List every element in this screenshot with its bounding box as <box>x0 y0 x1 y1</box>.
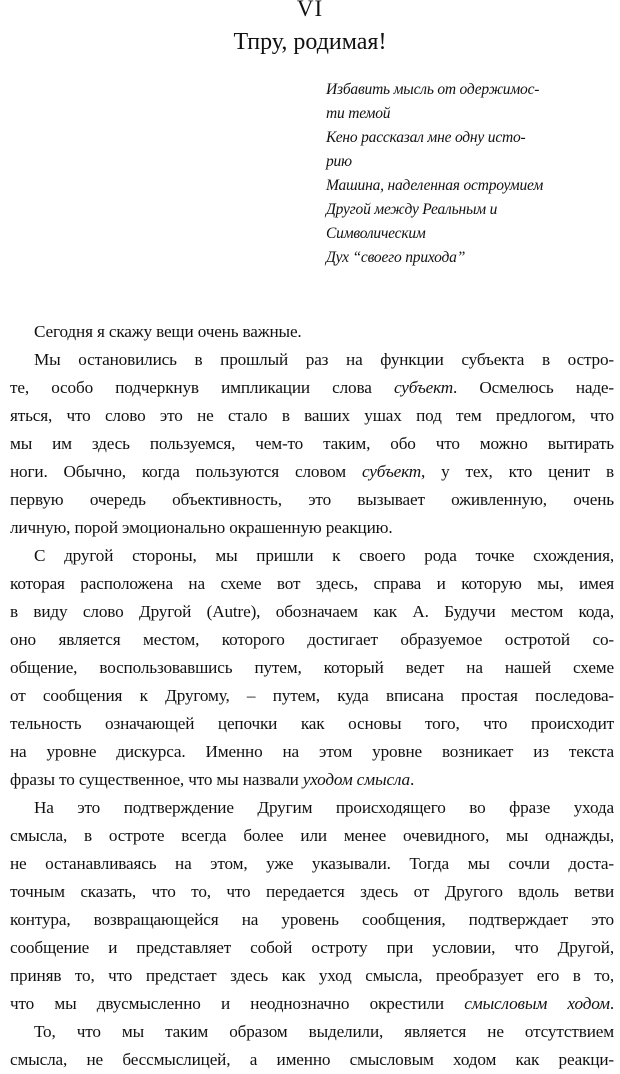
text-line <box>10 738 614 766</box>
text-line <box>34 346 614 374</box>
text-run: , у тех, кто ценит в <box>421 462 614 481</box>
text-line <box>34 1018 614 1046</box>
text-run: точным сказать, что то, что передается здесь от Другого вдоль ветви <box>10 882 614 901</box>
epigraph-line: Символическим <box>326 225 426 242</box>
italic-term: уходом смысла <box>302 770 410 789</box>
text-line <box>34 794 614 822</box>
text-line <box>10 598 614 626</box>
text-run: Мы остановились в прошлый раз на функции субъекта в остро- <box>34 350 614 369</box>
text-run: общение, воспользовавшись путем, который ведет на нашей схеме <box>10 658 614 677</box>
text-line <box>10 934 614 962</box>
text-line <box>10 430 614 458</box>
italic-term: субъект <box>361 462 422 481</box>
text-line <box>10 654 614 682</box>
text-run: . Осмелюсь наде- <box>453 378 614 397</box>
text-line <box>10 906 614 934</box>
text-run: мы им здесь пользуемся, чем-то таким, обо что можно вытирать <box>10 434 614 453</box>
text-run: в виду слово Другой (Autre), обозначаем как А. Будучи местом кода, <box>10 602 614 621</box>
text-line <box>10 682 614 710</box>
text-line <box>10 710 614 738</box>
chapter-title: Тпру, родимая! <box>233 29 387 55</box>
text-run: контура, возвращающейся на уровень сообщения, подтверждает это <box>10 910 614 929</box>
text-run: те, особо подчеркнув импликации слова <box>10 378 394 397</box>
text-run: от сообщения к Другому, – путем, куда вписана простая последова- <box>10 686 614 705</box>
epigraph-line: рию <box>326 153 352 170</box>
text-run: сообщение и представляет собой остроту при условии, что Другой, <box>10 938 614 957</box>
text-line <box>10 458 614 486</box>
text-run: фразы то существенное, что мы назвали <box>10 770 303 789</box>
chapter-number: VI <box>296 0 324 21</box>
text-line <box>10 514 614 542</box>
epigraph-line: Избавить мысль от одержимос- <box>326 81 540 98</box>
text-line <box>10 850 614 878</box>
text-run: . <box>609 994 615 1013</box>
text-line <box>10 626 614 654</box>
epigraph-line: Машина, наделенная остроумием <box>326 177 544 194</box>
text-run: ноги. Обычно, когда пользуются словом <box>10 462 362 481</box>
epigraph-line: Другой между Реальным и <box>326 201 498 218</box>
text-run: на уровне дискурса. Именно на этом уровне возникает из текста <box>10 742 614 761</box>
text-run: что мы двусмысленно и неоднозначно окрестили <box>10 994 465 1013</box>
text-run: С другой стороны, мы пришли к своего рода точке схождения, <box>34 546 614 565</box>
text-run: смысла, не бессмыслицей, а именно смысловым ходом как реакци- <box>10 1050 614 1069</box>
text-run: смысла, в остроте всегда более или менее очевидного, мы однажды, <box>10 826 614 845</box>
text-run: которая расположена на схеме вот здесь, справа и которую мы, имея <box>10 574 614 593</box>
epigraph-line: Дух “своего прихода” <box>326 249 466 266</box>
text-run: первую очередь объективность, это вызывает оживленную, очень <box>10 490 614 509</box>
chapter-epigraph <box>326 78 616 270</box>
text-run: приняв то, что предстает здесь как уход смысла, преобразует его в то, <box>10 966 614 985</box>
italic-term: субъект <box>393 378 454 397</box>
text-run: не останавливаясь на этом, уже указывали. Тогда мы сочли доста- <box>10 854 614 873</box>
text-run: тельность означающей цепочки как основы того, что происходит <box>10 714 614 733</box>
text-run: То, что мы таким образом выделили, является не отсутствием <box>34 1022 614 1041</box>
text-line <box>34 542 614 570</box>
text-run: Сегодня я скажу вещи очень важные. <box>34 322 302 341</box>
epigraph-line: ти темой <box>326 105 391 122</box>
text-line <box>10 822 614 850</box>
text-line <box>10 374 614 402</box>
text-line <box>10 486 614 514</box>
text-line <box>10 878 614 906</box>
italic-term: смысловым ходом <box>464 994 610 1013</box>
text-line <box>10 766 614 794</box>
text-line <box>10 962 614 990</box>
text-run: яться, что слово это не стало в ваших ушах под тем предлогом, что <box>10 406 614 425</box>
text-line <box>10 570 614 598</box>
text-run: личную, порой эмоционально окрашенную реакцию. <box>10 518 393 537</box>
text-line <box>34 318 614 346</box>
text-run: оно является местом, которого достигает образуемое остротой со- <box>10 630 614 649</box>
text-line <box>10 1046 614 1074</box>
text-line <box>10 990 614 1018</box>
text-run: . <box>409 770 415 789</box>
text-line <box>10 402 614 430</box>
body-text <box>10 318 615 1074</box>
text-run: На это подтверждение Другим происходящего во фразе ухода <box>34 798 614 817</box>
epigraph-line: Кено рассказал мне одну исто- <box>326 129 526 146</box>
